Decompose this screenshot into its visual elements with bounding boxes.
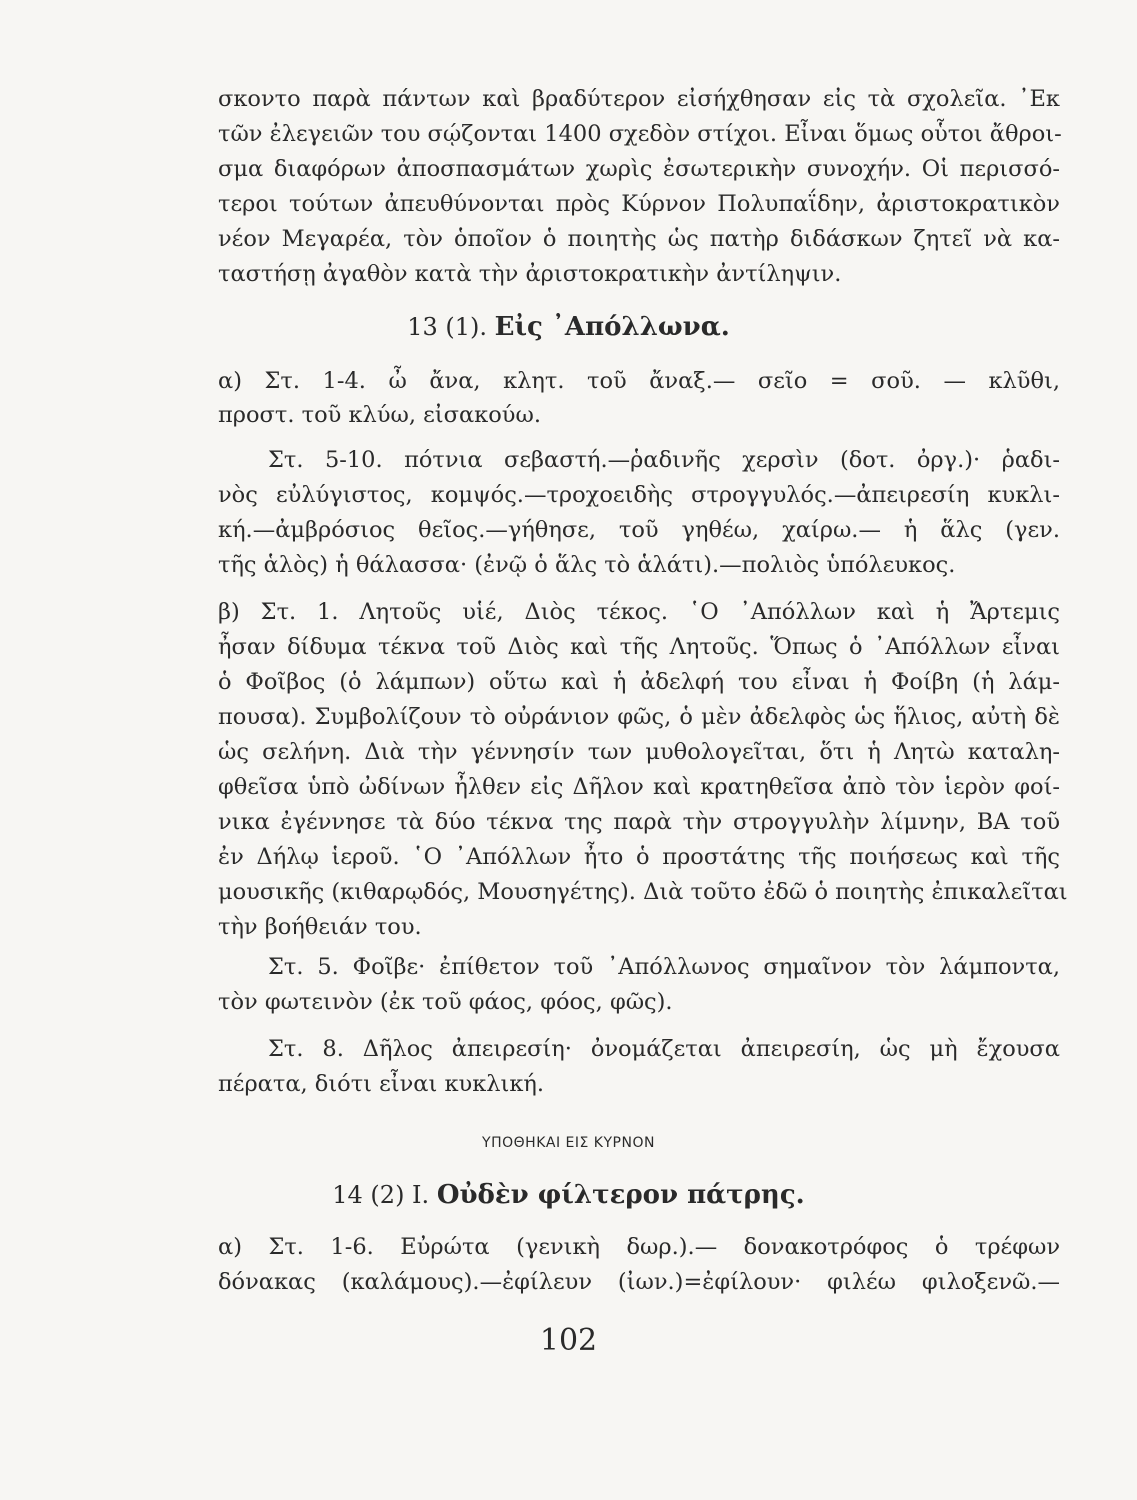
text-line: κή.—ἀμβρόσιος θεῖος.—γήθησε, τοῦ γηθέω, χαίρω.— ἡ ἅλς (γεν. xyxy=(218,517,1060,543)
page-number: 102 xyxy=(539,1323,598,1358)
text-line: τεροι τούτων ἀπευθύνονται πρὸς Κύρνον Πολυπαΐδην, ἀριστοκρατικὸν xyxy=(218,191,1060,217)
section-number: 13 (1). xyxy=(407,313,487,341)
section-title: Οὐδὲν φίλτερον πάτρης. xyxy=(436,1180,805,1210)
running-head: ΥΠΟΘΗΚΑΙ ΕΙΣ ΚΥΡΝΟΝ xyxy=(482,1135,655,1151)
section-13-heading xyxy=(0,312,1137,342)
text-line: ὡς σελήνη. Διὰ τὴν γέννησίν των μυθολογεῖται, ὅτι ἡ Λητὼ καταλη- xyxy=(218,739,1060,765)
text-line: μουσικῆς (κιθαρῳδός, Μουσηγέτης). Διὰ τοῦτο ἐδῶ ὁ ποιητὴς ἐπικαλεῖται xyxy=(218,879,1068,905)
text-line: πέρατα, διότι εἶναι κυκλική. xyxy=(218,1071,545,1097)
text-line: β) Στ. 1. Λητοῦς υἱέ, Διὸς τέκος. ῾Ο ᾿Απόλλων καὶ ἡ Ἄρτεμις xyxy=(218,599,1060,625)
text-line: προστ. τοῦ κλύω, εἰσακούω. xyxy=(218,402,541,428)
text-line: τὸν φωτεινὸν (ἐκ τοῦ φάος, φόος, φῶς). xyxy=(218,989,673,1015)
text-line: ἦσαν δίδυμα τέκνα τοῦ Διὸς καὶ τῆς Λητοῦς. Ὅπως ὁ ᾿Απόλλων εἶναι xyxy=(218,634,1060,660)
text-line: α) Στ. 1-6. Εὐρώτα (γενικὴ δωρ.).— δονακοτρόφος ὁ τρέφων xyxy=(218,1234,1060,1260)
text-line: νέον Μεγαρέα, τὸν ὁποῖον ὁ ποιητὴς ὡς πατὴρ διδάσκων ζητεῖ νὰ κα- xyxy=(218,226,1060,252)
section-title: Εἰς ᾿Απόλλωνα. xyxy=(494,312,730,342)
text-line: ἐν Δήλῳ ἱεροῦ. ῾Ο ᾿Απόλλων ἦτο ὁ προστάτης τῆς ποιήσεως καὶ τῆς xyxy=(218,844,1060,870)
text-line: πουσα). Συμβολίζουν τὸ οὐράνιον φῶς, ὁ μὲν ἀδελφὸς ὡς ἥλιος, αὐτὴ δὲ xyxy=(218,704,1060,730)
text-line: Στ. 8. Δῆλος ἀπειρεσίη· ὀνομάζεται ἀπειρεσίη, ὡς μὴ ἔχουσα xyxy=(268,1036,1060,1062)
text-line: σκοντο παρὰ πάντων καὶ βραδύτερον εἰσήχθησαν εἰς τὰ σχολεῖα. ᾿Εκ xyxy=(218,86,1060,112)
text-line: δόνακας (καλάμους).—ἐφίλευν (ἰων.)=ἐφίλουν· φιλέω φιλοξενῶ.— xyxy=(218,1269,1060,1295)
text-line: α) Στ. 1-4. ὦ ἄνα, κλητ. τοῦ ἄναξ.— σεῖο = σοῦ. — κλῦθι, xyxy=(218,368,1060,394)
text-line: ὁ Φοῖβος (ὁ λάμπων) οὕτω καὶ ἡ ἀδελφή του εἶναι ἡ Φοίβη (ἡ λάμ- xyxy=(218,669,1060,695)
text-line: φθεῖσα ὑπὸ ὠδίνων ἦλθεν εἰς Δῆλον καὶ κρατηθεῖσα ἀπὸ τὸν ἱερὸν φοί- xyxy=(218,774,1060,800)
text-line: σμα διαφόρων ἀποσπασμάτων χωρὶς ἐσωτερικὴν συνοχήν. Οἱ περισσό- xyxy=(218,156,1060,182)
text-line: Στ. 5-10. πότνια σεβαστή.—ῥαδινῆς χερσὶν (δοτ. ὀργ.)· ῥαδι- xyxy=(268,447,1060,473)
text-line: νὸς εὐλύγιστος, κομψός.—τροχοειδὴς στρογγυλός.—ἀπειρεσίη κυκλι- xyxy=(218,482,1060,508)
text-line: τῶν ἐλεγειῶν του σῴζονται 1400 σχεδὸν στίχοι. Εἶναι ὅμως οὗτοι ἄθροι- xyxy=(218,121,1062,147)
text-line: τῆς ἁλὸς) ἡ θάλασσα· (ἐνῷ ὁ ἅλς τὸ ἁλάτι).—πολιὸς ὑπόλευκος. xyxy=(218,552,956,578)
text-line: ταστήσῃ ἀγαθὸν κατὰ τὴν ἀριστοκρατικὴν ἀντίληψιν. xyxy=(218,261,842,287)
text-line: τὴν βοήθειάν του. xyxy=(218,914,422,940)
text-line: νικα ἐγέννησε τὰ δύο τέκνα της παρὰ τὴν στρογγυλὴν λίμνην, ΒΑ τοῦ xyxy=(218,809,1060,835)
section-number: 14 (2) I. xyxy=(332,1181,430,1209)
section-14-heading xyxy=(0,1180,1137,1210)
text-line: Στ. 5. Φοῖβε· ἐπίθετον τοῦ ᾿Απόλλωνος σημαῖνον τὸν λάμποντα, xyxy=(268,954,1060,980)
